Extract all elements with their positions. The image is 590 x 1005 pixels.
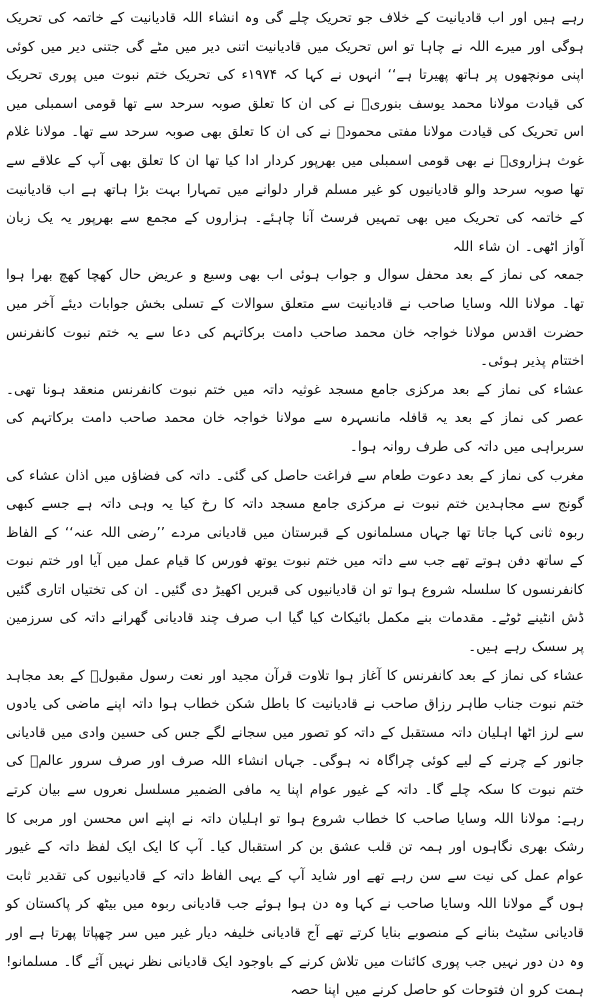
- paragraph-2: جمعہ کی نماز کے بعد محفل سوال و جواب ہوئی اب بھی وسیع و عریض حال کھچا کھچ بھرا ہوا تھا۔ مولانا اللہ وسایا صاحب نے قادیانیت سے متعلق سوالات کے تسلی بخش جوابات دیئے آخر میں حضرت اقدس مولانا خواجہ خان محمد صاحب دامت برکاتہم کی دعا سے یہ ختم نبوت کانفرنس اختتام پذیر ہوئی۔: [6, 267, 584, 370]
- paragraph-5: عشاء کی نماز کے بعد کانفرنس کا آغاز ہوا تلاوت قرآن مجید اور نعت رسول مقبولؐ کے بعد مجاہد ختم نبوت جناب طاہر رزاق صاحب نے قادیانیت کا باطل شکن خطاب ہوا داتہ اپنے ماضی کی یادوں سے لرز اٹھا اہلیان داتہ مستقبل کے داتہ کو تصور میں سجانے لگے جس کی حسین وادی میں قادیانی جانور کے چرنے کے لیے کوئی چراگاہ نہ ہوگی۔ جہاں انشاء اللہ صرف اور صرف سرور عالمؐ کی ختم نبوت کا سکہ چلے گا۔ داتہ کے غیور عوام اپنا یہ مافی الضمیر مسلسل نعروں سے بیان کرتے رہے: مولانا اللہ وسایا صاحب کا خطاب شروع ہوا تو اہلیان داتہ نے اپنے اس محسن اور مربی کا رشک بھری نگاہوں اور ہمہ تن قلب عشق بن کر استقبال کیا۔ آپ کا ایک ایک لفظ داتہ کے غیور عوام عمل کی نیت سے سن رہے تھے اور شاید آپ کے یہی الفاظ داتہ کے قادیانیوں کی تقدیر ثابت ہوں گے مولانا اللہ وسایا صاحب نے کہا وہ دن ہوا ہوئے جب قادیانی ربوہ میں بیٹھ کر پاکستان کو قادیانی سٹیٹ بنانے کے منصوبے بنایا کرتے تھے آج قادیانی خلیفہ دیار غیر میں سر چھپاتا پھرتا ہے اور وہ دن دور نہیں جب پوری کائنات میں تلاش کرنے کے باوجود ایک قادیانی نظر نہیں آئے گا۔ مسلمانو! ہمت کرو ان فتوحات کو حاصل کرنے میں اپنا حصہ: [6, 667, 584, 999]
- paragraph-4: مغرب کی نماز کے بعد دعوت طعام سے فراغت حاصل کی گئی۔ داتہ کی فضاؤں میں اذان عشاء کی گونج سے مجاہدین ختم نبوت نے مرکزی جامع مسجد داتہ کا رخ کیا یہ وہی داتہ ہے جسے کبھی ربوہ ثانی کہا جاتا تھا جہاں مسلمانوں کے قبرستان میں قادیانی مردے ’’رضی اللہ عنہ‘‘ کے الفاظ کے ساتھ دفن ہوتے تھے جب سے داتہ میں ختم نبوت یوتھ فورس کا قیام عمل میں آیا اور ختم نبوت کانفرنسوں کا سلسلہ شروع ہوا تو ان قادیانیوں کی قبریں اکھیڑ دی گئیں۔ ان کی تختیاں اتاری گئیں ڈش انٹینے ٹوٹے۔ مقدمات بنے مکمل بائیکاٹ کیا گیا اب صرف چند قادیانی گھرانے داتہ کی سرزمین پر سسک رہے ہیں۔: [6, 467, 584, 656]
- paragraph-3: عشاء کی نماز کے بعد مرکزی جامع مسجد غوثیہ داتہ میں ختم نبوت کانفرنس منعقد ہونا تھی۔ عصر کی نماز کے بعد یہ قافلہ مانسہرہ سے مولانا خواجہ خان محمد صاحب دامت برکاتہم کی سربراہی میں داتہ کی طرف روانہ ہوا۔: [6, 381, 584, 455]
- paragraph-1: رہے ہیں اور اب قادیانیت کے خلاف جو تحریک چلے گی وہ انشاء اللہ قادیانیت کے خاتمہ کی تحریک ہوگی اور میرے اللہ نے چاہا تو اس تحریک میں قادیانیت اتنی دیر میں مٹے گی جتنی دیر میں کوئی اپنی مونچھوں پر ہاتھ پھیرتا ہے‘‘ انہوں نے کہا کہ ۱۹۷۴ء کی تحریک ختم نبوت میں پوری تحریک کی قیادت مولانا محمد یوسف بنوریؒ نے کی ان کا تعلق صوبہ سرحد سے تھا قومی اسمبلی میں اس تحریک کی قیادت مولانا مفتی محمودؒ نے کی ان کا تعلق بھی صوبہ سرحد سے تھا۔ مولانا غلام غوث ہزارویؒ نے بھی قومی اسمبلی میں بھرپور کردار ادا کیا تھا ان کا تعلق بھی آپ کے علاقے سے تھا صوبہ سرحد والو قادیانیوں کو غیر مسلم قرار دلوانے میں تمہارا بہت بڑا ہاتھ ہے اب قادیانیت کے خاتمہ کی تحریک میں بھی تمہیں فرسٹ آنا چاہئے۔ ہزاروں کے مجمع سے بھرپور یہ یک زبان آواز اٹھی۔ ان شاء اللہ: [6, 10, 584, 255]
